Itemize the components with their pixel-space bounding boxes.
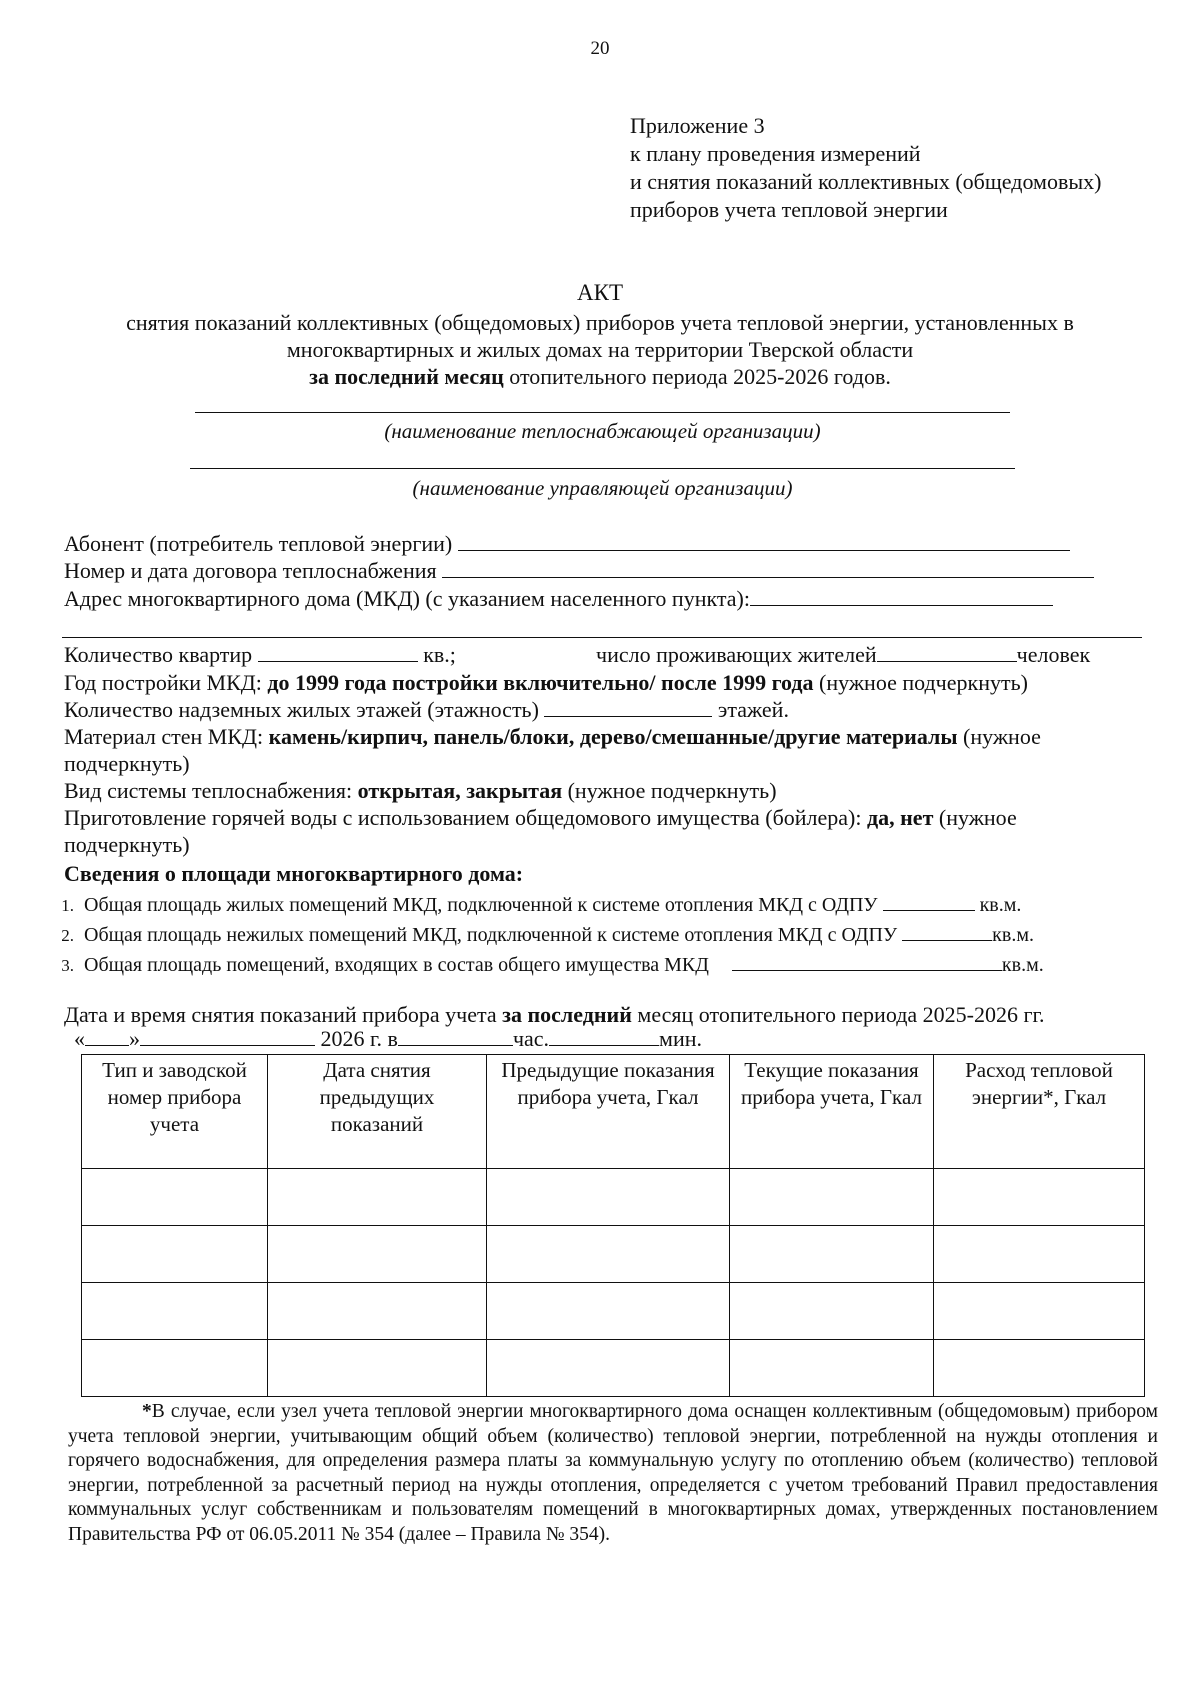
- underline-note: (нужное подчеркнуть): [819, 670, 1028, 695]
- apartments-label: Количество квартир: [64, 642, 253, 667]
- area-item-field[interactable]: [732, 954, 1002, 971]
- quote-close: »: [129, 1026, 140, 1051]
- area-heading-text: Сведения о площади многоквартирного дома:: [64, 861, 524, 886]
- area-item-number: 3.: [61, 956, 74, 975]
- residents-row: [596, 641, 1090, 668]
- reading-datetime-row: [74, 1025, 702, 1052]
- contract-field[interactable]: [442, 559, 1094, 578]
- table-cell[interactable]: [268, 1283, 487, 1340]
- column-header-prev-date: Дата снятия предыдущих показаний: [268, 1055, 487, 1169]
- area-item-number: 1.: [61, 896, 74, 915]
- wall-label: Материал стен МКД:: [64, 724, 264, 749]
- area-item-1: [40, 892, 1021, 919]
- act-subtitle-line: [40, 363, 1160, 390]
- area-item-label: Общая площадь жилых помещений МКД, подключенной к системе отопления МКД с ОДПУ: [84, 894, 878, 916]
- area-item-unit: кв.м.: [979, 894, 1022, 916]
- act-subtitle-line: многоквартирных и жилых домах на территории Тверской области: [286, 337, 914, 362]
- floors-label: Количество надземных жилых этажей (этажность): [64, 697, 539, 722]
- column-header-meter-type: Тип и заводской номер прибора учета: [82, 1055, 268, 1169]
- appendix-line: приборов учета тепловой энергии: [630, 197, 948, 222]
- residents-field[interactable]: [877, 643, 1017, 662]
- table-cell[interactable]: [82, 1283, 268, 1340]
- area-heading: [64, 860, 523, 887]
- reading-year: 2026 г. в: [320, 1026, 398, 1051]
- area-item-field[interactable]: [883, 894, 975, 911]
- year-row: [64, 669, 1028, 696]
- contract-row: [64, 557, 1094, 584]
- reading-minute-field[interactable]: [549, 1027, 659, 1046]
- residents-label: число проживающих жителей: [596, 642, 877, 667]
- area-item-number: 2.: [61, 926, 74, 945]
- apartments-field[interactable]: [258, 643, 418, 662]
- heat-supplier-field[interactable]: [195, 412, 1010, 413]
- area-item-label: Общая площадь помещений, входящих в состав общего имущества МКД: [84, 954, 709, 976]
- hot-water-note: (нужное: [938, 805, 1017, 830]
- reading-intro-bold: за последний: [502, 1002, 632, 1027]
- table-cell[interactable]: [487, 1226, 730, 1283]
- hot-water-options[interactable]: да, нет: [867, 805, 934, 830]
- subscriber-row: [64, 530, 1070, 557]
- column-header-consumption: Расход тепловой энергии*, Гкал: [934, 1055, 1145, 1169]
- system-options[interactable]: открытая, закрытая: [357, 778, 563, 803]
- year-label: Год постройки МКД:: [64, 670, 262, 695]
- reading-day-field[interactable]: [85, 1027, 129, 1046]
- address-label: Адрес многоквартирного дома (МКД) (с указанием населенного пункта):: [64, 586, 750, 611]
- floors-field[interactable]: [544, 698, 712, 717]
- table-cell[interactable]: [730, 1169, 934, 1226]
- reading-hours-label: час.: [512, 1026, 550, 1051]
- reading-hour-field[interactable]: [398, 1027, 513, 1046]
- quote-open: «: [74, 1026, 85, 1051]
- system-note: (нужное подчеркнуть): [567, 778, 777, 803]
- apartments-row: [64, 641, 456, 668]
- table-cell[interactable]: [934, 1226, 1145, 1283]
- table-cell[interactable]: [268, 1340, 487, 1397]
- hot-water-row: [64, 804, 1017, 831]
- management-org-caption: (наименование управляющей организации): [412, 476, 793, 500]
- subscriber-label: Абонент (потребитель тепловой энергии): [64, 531, 453, 556]
- table-row: [82, 1283, 1145, 1340]
- table-row: [82, 1169, 1145, 1226]
- reading-intro-post: месяц отопительного периода 2025-2026 гг.: [631, 1002, 1045, 1027]
- table-cell[interactable]: [487, 1283, 730, 1340]
- table-cell[interactable]: [487, 1340, 730, 1397]
- table-cell[interactable]: [934, 1169, 1145, 1226]
- contract-label: Номер и дата договора теплоснабжения: [64, 558, 437, 583]
- table-cell[interactable]: [487, 1169, 730, 1226]
- area-item-3: [40, 952, 1044, 979]
- residents-unit: человек: [1016, 642, 1091, 667]
- system-label: Вид системы теплоснабжения:: [64, 778, 353, 803]
- table-cell[interactable]: [934, 1283, 1145, 1340]
- appendix-line: и снятия показаний коллективных (общедомовых): [630, 169, 1102, 194]
- table-cell[interactable]: [82, 1226, 268, 1283]
- floors-unit: этажей.: [717, 697, 789, 722]
- appendix-block: [630, 112, 1101, 224]
- footnote-mark: *: [142, 1401, 152, 1422]
- footnote-text: В случае, если узел учета тепловой энергии многоквартирного дома оснащен коллективным (общедомовым) прибором учета тепловой энергии, учитывающим общий объем (количество) тепловой энергии, потребленной на нужды отопления и горячего водоснабжения, для определения размера платы за коммунальную услугу по отоплению объем (количество) тепловой энергии, потребленной за расчетный период на нужды отопления, определяется с учетом требований Правил предоставления коммунальных услуг собственникам и пользователям помещений в многоквартирных домах, утвержденных постановлением Правительства РФ от 06.05.2011 № 354 (далее – Правила № 354).: [68, 1401, 1158, 1545]
- hot-water-note-continued: подчеркнуть): [64, 832, 190, 857]
- table-cell[interactable]: [268, 1169, 487, 1226]
- floors-row: [64, 696, 789, 723]
- act-period-bold: за последний месяц: [309, 364, 504, 389]
- area-item-unit: кв.м.: [992, 924, 1034, 946]
- table-cell[interactable]: [82, 1340, 268, 1397]
- column-header-prev-reading: Предыдущие показания прибора учета, Гкал: [487, 1055, 730, 1169]
- area-item-2: [40, 922, 1034, 949]
- footnote: [68, 1400, 1158, 1547]
- act-title: АКТ: [577, 280, 623, 305]
- year-options[interactable]: до 1999 года постройки включительно/ после 1999 года: [267, 670, 814, 695]
- table-row: [82, 1226, 1145, 1283]
- table-cell[interactable]: [934, 1340, 1145, 1397]
- table-cell[interactable]: [268, 1226, 487, 1283]
- address-field[interactable]: [750, 587, 1053, 606]
- act-subtitle: [40, 309, 1160, 390]
- meter-readings-table: [81, 1054, 1145, 1397]
- reading-intro-pre: Дата и время снятия показаний прибора учета: [64, 1002, 503, 1027]
- wall-note-continued: подчеркнуть): [64, 751, 190, 776]
- reading-minutes-label: мин.: [659, 1026, 702, 1051]
- subscriber-field[interactable]: [458, 532, 1070, 551]
- act-subtitle-line: снятия показаний коллективных (общедомовых) приборов учета тепловой энергии, установленных в: [126, 310, 1074, 335]
- table-cell[interactable]: [730, 1283, 934, 1340]
- apartments-unit: кв.;: [423, 642, 456, 667]
- act-period-rest: отопительного периода 2025-2026 годов.: [503, 364, 891, 389]
- wall-note: (нужное: [963, 724, 1041, 749]
- reading-intro: [64, 1001, 1045, 1028]
- address-row: [64, 585, 1053, 612]
- column-header-current-reading: Текущие показания прибора учета, Гкал: [730, 1055, 934, 1169]
- table-header-row: [82, 1055, 1145, 1169]
- appendix-line: к плану проведения измерений: [630, 141, 921, 166]
- page-number: 20: [590, 38, 610, 59]
- table-row: [82, 1340, 1145, 1397]
- reading-month-field[interactable]: [140, 1027, 315, 1046]
- table-cell[interactable]: [730, 1340, 934, 1397]
- area-item-unit: кв.м.: [1001, 954, 1044, 976]
- management-org-field[interactable]: [190, 468, 1015, 469]
- wall-options[interactable]: камень/кирпич, панель/блоки, дерево/смешанные/другие материалы: [268, 724, 958, 749]
- table-cell[interactable]: [730, 1226, 934, 1283]
- system-row: [64, 777, 777, 804]
- area-item-field[interactable]: [902, 924, 992, 941]
- table-cell[interactable]: [82, 1169, 268, 1226]
- heat-supplier-caption: (наименование теплоснабжающей организации): [384, 419, 821, 443]
- wall-row: [64, 723, 1041, 750]
- area-item-label: Общая площадь нежилых помещений МКД, подключенной к системе отопления МКД с ОДПУ: [84, 924, 898, 946]
- address-field-continued[interactable]: [62, 637, 1142, 638]
- hot-water-label: Приготовление горячей воды с использованием общедомового имущества (бойлера):: [64, 805, 862, 830]
- appendix-line: Приложение 3: [630, 113, 765, 138]
